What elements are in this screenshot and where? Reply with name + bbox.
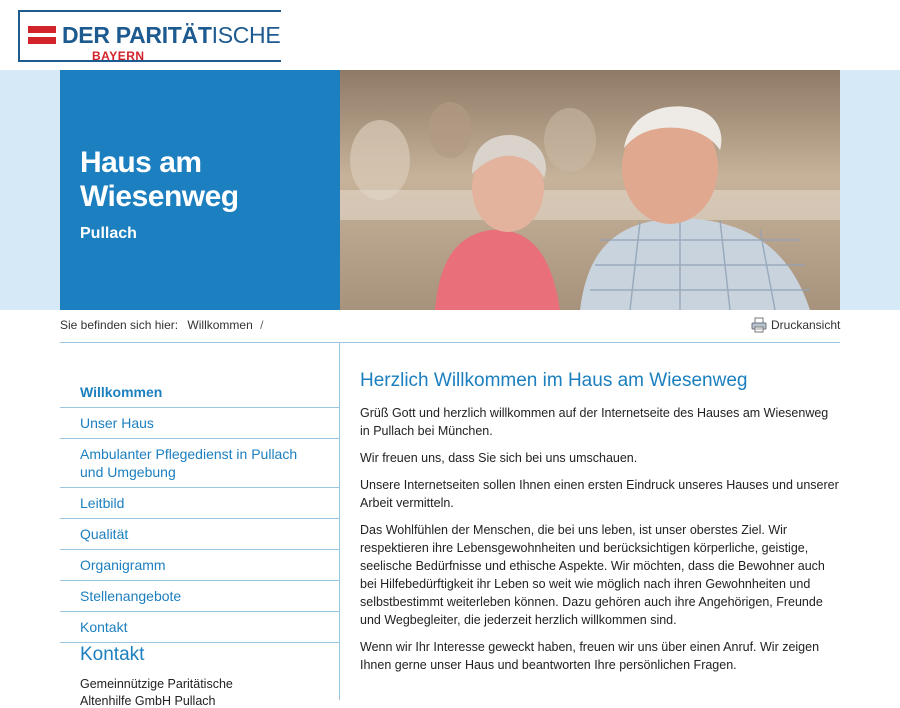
welcome-paragraph: Wir freuen uns, dass Sie sich bei uns umschauen.	[360, 451, 638, 465]
banner-photo-seniors	[340, 70, 840, 310]
paritaetische-logo[interactable]	[18, 10, 281, 62]
mission-paragraph: Das Wohlfühlen der Menschen, die bei uns leben, ist unser oberstes Ziel. Wir respektieren ihre Lebensgewohnheiten und berücksichtigen körperliche, geistige, seelische Bedürfnisse und ethische Aspekte. Wir möchten, dass die Bewohner auch bei Hilfebedürftigkeit ihr Leben so weit wie möglich nach ihren Gewohnheiten und selbstbestimmt weiterleben können. Dazu gehören auch ihre Angehörigen, Freunde und Wegbegleiter, die jederzeit herzlich willkommen sind.	[360, 523, 825, 627]
sidebar-nav	[60, 377, 339, 643]
kontakt-heading: Kontakt	[80, 644, 145, 665]
breadcrumb-current[interactable]: Willkommen	[187, 318, 253, 332]
intro-paragraph: Grüß Gott und herzlich willkommen auf der Internetseite des Hauses am Wiesenweg in Pullach bei München.	[360, 406, 829, 438]
nav-item-willkommen[interactable]: Willkommen	[60, 377, 339, 408]
main-content	[360, 370, 840, 683]
banner-title-panel	[60, 70, 340, 310]
logo-bars-icon	[28, 26, 56, 48]
nav-item-stellenangebote[interactable]: Stellenangebote	[60, 581, 339, 612]
nav-item-organigramm[interactable]: Organigramm	[60, 550, 339, 581]
contact-invite-paragraph: Wenn wir Ihr Interesse geweckt haben, freuen wir uns über einen Anruf. Wir zeigen Ihnen gerne unser Haus und beantworten Ihre persönlichen Fragen.	[360, 640, 820, 672]
printer-icon	[751, 317, 767, 333]
banner-location: Pullach	[80, 225, 137, 242]
logo-region: BAYERN	[92, 49, 145, 63]
kontakt-org-line2: Altenhilfe GmbH Pullach	[80, 694, 216, 708]
breadcrumb-separator: /	[260, 318, 264, 332]
page-title: Herzlich Willkommen im Haus am Wiesenweg	[360, 370, 748, 391]
print-view-label: Druckansicht	[771, 318, 841, 332]
kontakt-org-line1: Gemeinnützige Paritätische	[80, 677, 233, 691]
photo-illustration	[340, 70, 840, 310]
nav-item-qualitaet[interactable]: Qualität	[60, 519, 339, 550]
site-header	[0, 0, 900, 70]
logo-wordmark: DER PARITÄTISCHE	[62, 22, 281, 48]
nav-item-kontakt[interactable]: Kontakt	[60, 612, 339, 643]
breadcrumb-divider	[60, 342, 840, 343]
banner-title: Haus am Wiesenweg	[80, 146, 239, 213]
print-view-link[interactable]	[751, 317, 840, 333]
breadcrumb	[60, 318, 263, 332]
breadcrumb-prefix: Sie befinden sich hier:	[60, 318, 179, 332]
nav-item-unser-haus[interactable]: Unser Haus	[60, 408, 339, 439]
nav-item-leitbild[interactable]: Leitbild	[60, 488, 339, 519]
nav-item-ambulanter-pflegedienst[interactable]: Ambulanter Pflegedienst in Pullach und Umgebung	[60, 439, 339, 488]
purpose-paragraph: Unsere Internetseiten sollen Ihnen einen ersten Eindruck unseres Hauses und unserer Arbeit vermitteln.	[360, 478, 839, 510]
column-divider	[339, 343, 340, 700]
